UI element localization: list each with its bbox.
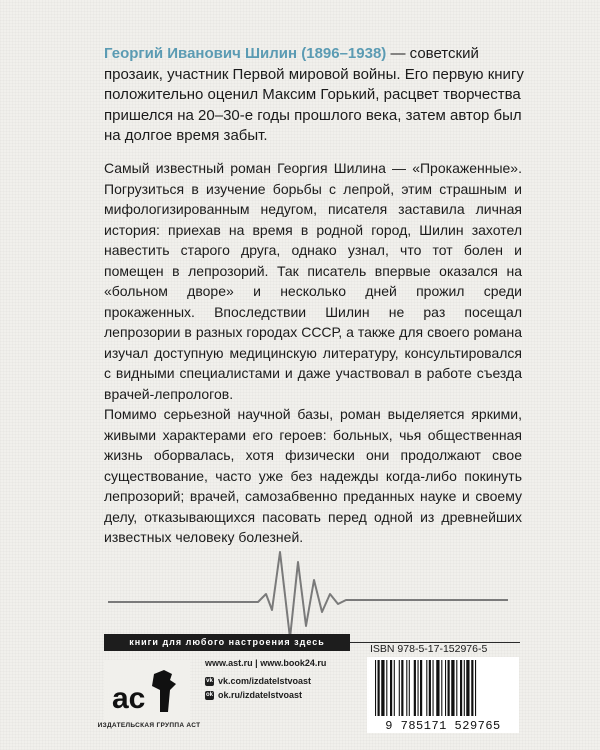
synopsis [104, 158, 522, 548]
barcode [367, 657, 519, 733]
ast-logo [104, 660, 190, 720]
author-bio-text: — советский прозаик, участник Первой мировой войны. Его первую книгу положительно оценил Максим Горький, расцвет творчества пришелся на 20–30-е годы прошлого века, затем автор был на долгое время забыт. [104, 45, 524, 144]
ok-icon: ok [205, 691, 213, 698]
heartbeat-line-graphic [108, 534, 508, 644]
tagline-banner: книги для любого настроения здесь [104, 634, 350, 651]
ok-link-row[interactable] [205, 688, 326, 702]
vk-link-row[interactable] [205, 674, 326, 688]
publisher-links [205, 656, 326, 702]
ast-logo-text: ac [112, 682, 146, 715]
author-bio [104, 44, 524, 147]
isbn-label: ISBN 978-5-17-152976-5 [370, 643, 488, 655]
ok-link[interactable]: ok.ru/izdatelstvoast [218, 690, 303, 700]
author-name: Георгий Иванович Шилин (1896–1938) [104, 45, 387, 62]
synopsis-paragraph-1: Самый известный роман Георгия Шилина — «Прокаженные». Погрузиться в изучение борьбы с лепрой, этим страшным и мифологизированным недугом, писателя заставила личная история: приехав на время в родной город, Шилин захотел навестить старого друга, однако узнал, что тот болен и помещен в лепрозорий. Так писатель впервые оказался на «больном дворе» и несколько дней прожил среди прокаженных. Впоследствии Шилин не раз посещал лепрозории в разных городах СССР, а также для своего романа изучал доступную медицинскую литературу, консультировался с видными специалистами и даже участвовал в работе съезда врачей-лепрологов. [104, 160, 522, 402]
barcode-number: 9 785171 529765 [385, 719, 501, 733]
barcode-bars [373, 660, 513, 718]
vk-link[interactable]: vk.com/izdatelstvoast [218, 676, 312, 686]
synopsis-paragraph-2: Помимо серьезной научной базы, роман выделяется яркими, живыми характерами его героев: больных, чья общественная жизнь оборвалась, хотя физически они продолжают свое существование, часто уже без надежды когда-либо покинуть лепрозорий; врачей, самозабвенно преданных науке и своему делу, отказывающихся пасовать перед одной из древнейших известных человеку болезней. [104, 406, 522, 545]
vk-icon: vk [206, 677, 213, 684]
site-links[interactable]: www.ast.ru | www.book24.ru [205, 658, 327, 668]
publisher-group-label: ИЗДАТЕЛЬСКАЯ ГРУППА АСТ [97, 722, 201, 729]
